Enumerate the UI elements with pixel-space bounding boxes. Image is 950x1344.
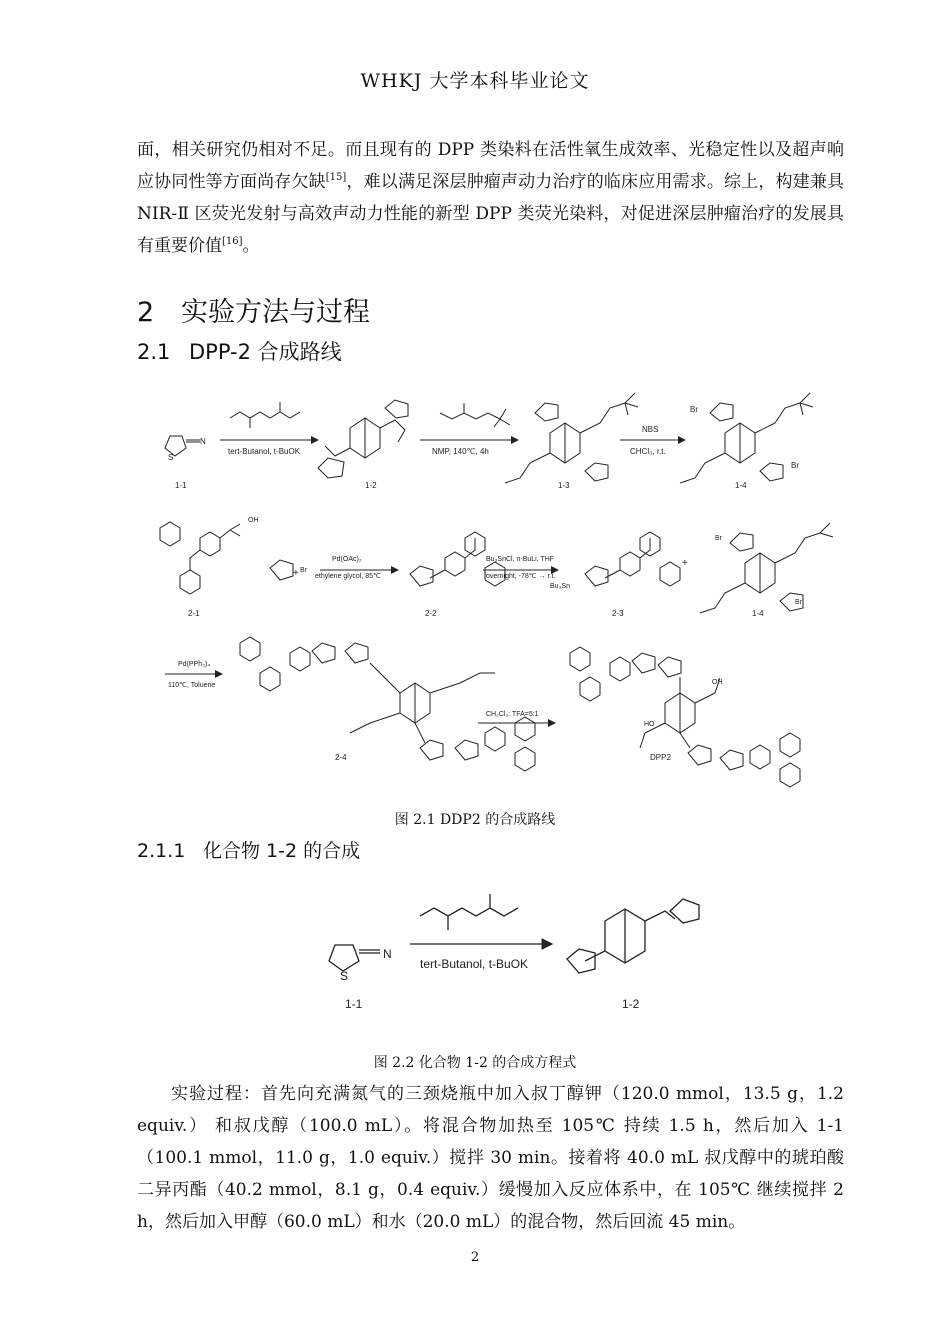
atom-br-1: Br xyxy=(690,405,698,414)
section-heading-2-1-1 xyxy=(137,836,360,863)
label-2-3: 2-3 xyxy=(612,609,624,618)
reagent-1: tert-Butanol, t-BuOK xyxy=(228,447,301,456)
bromothiophene xyxy=(270,560,293,580)
figure-caption-2-2: 图 2.2 化合物 1-2 的合成方程式 xyxy=(373,1055,577,1071)
atom-s-large: S xyxy=(340,969,349,983)
atom-br-4: Br xyxy=(715,535,722,542)
label-1-2-large: 1-2 xyxy=(622,997,640,1011)
section-heading-2-1 xyxy=(137,336,342,366)
atom-n-large: N xyxy=(383,947,392,961)
synthesis-scheme-figure xyxy=(150,388,850,788)
label-2-2: 2-2 xyxy=(425,609,437,618)
procedure-text: 实验过程：首先向充满氮气的三颈烧瓶中加入叔丁醇钾（120.0 mmol，13.5 g，1.2 equiv.） 和叔戊醇（100.0 mL）。将混合物加热至 105℃ 持续 1.5 h，然后加入 1-1（100.1 mmol，11.0 g，1.0 equiv.）搅拌 30 min。接着将 40.0 mL 叔戊醇中的琥珀酸二异丙酯（40.2 mmol，8.1 g，0.4 equiv.）缓慢加入反应体系中，在 105℃ 继续搅拌 2 h，然后加入甲醇（60.0 mL）和水（20.0 mL）的混合物，然后回流 45 min。 xyxy=(137,1084,844,1232)
molecule-DPP2 xyxy=(570,647,800,787)
atom-n: N xyxy=(200,437,206,446)
reagent-3a: NBS xyxy=(642,425,659,434)
section-title: 化合物 1-2 的合成 xyxy=(203,840,361,862)
intro-text-a: 面，相关研究仍相对不足。而且现有的 DPP 类染料在活性氧生成效率、光稳定性以及超声响应协同性等方面尚存欠缺 xyxy=(137,140,844,192)
atom-oh-2: OH xyxy=(712,679,723,686)
label-1-4: 1-4 xyxy=(735,481,747,490)
atom-sn: Bu₃Sn xyxy=(550,583,570,590)
molecule-1-2-large xyxy=(567,899,699,973)
molecule-2-4 xyxy=(240,637,535,771)
label-1-2: 1-2 xyxy=(365,481,377,490)
plus-sign-2: + xyxy=(682,558,688,569)
atom-ho: HO xyxy=(644,721,655,728)
atom-br-5: Br xyxy=(795,599,802,606)
reagent-7: CH₂Cl₂: TFA=5:1 xyxy=(486,711,539,718)
citation-16[interactable]: [16] xyxy=(222,236,243,247)
section-number: 2.1.1 xyxy=(137,840,186,862)
atom-oh: OH xyxy=(248,517,259,524)
section-heading-2 xyxy=(137,290,370,329)
molecule-1-2 xyxy=(318,400,408,478)
label-1-3: 1-3 xyxy=(558,481,570,490)
reaction-1-2-figure xyxy=(310,876,710,1016)
section-number: 2 xyxy=(137,297,155,328)
atom-br-2: Br xyxy=(791,461,799,470)
label-2-4: 2-4 xyxy=(335,753,347,762)
running-header: WHKJ 大学本科毕业论文 xyxy=(360,70,590,92)
reagent-5a: Bu₃SnCl, n-BuLi, THF xyxy=(486,556,555,563)
label-1-4b: 1-4 xyxy=(752,609,764,618)
atom-s: S xyxy=(168,453,174,462)
procedure-paragraph xyxy=(137,1078,844,1238)
atom-br-3: Br xyxy=(300,567,307,574)
succinate-large xyxy=(420,894,518,930)
label-1-1: 1-1 xyxy=(175,481,187,490)
figure-caption-2-1: 图 2.1 DDP2 的合成路线 xyxy=(394,812,556,828)
label-DPP2: DPP2 xyxy=(650,753,671,762)
molecule-1-1-large xyxy=(329,945,380,971)
bromoacetate-reagent xyxy=(440,403,510,427)
reagent-3b: CHCl₃, r.t. xyxy=(630,447,666,456)
reagent-6a: Pd(PPh₃)₄ xyxy=(178,661,211,668)
succinate-reagent xyxy=(230,402,300,428)
reagent-4b: ethylene glycol, 85℃ xyxy=(315,573,381,580)
label-1-1-large: 1-1 xyxy=(345,997,363,1011)
reagent-2: NMP, 140℃, 4h xyxy=(432,447,489,456)
molecule-2-1 xyxy=(160,522,240,594)
reagent-4a: Pd(OAc)₂ xyxy=(332,556,362,563)
molecule-2-3 xyxy=(585,532,680,586)
section-title: 实验方法与过程 xyxy=(181,297,370,328)
molecule-1-3 xyxy=(505,393,638,483)
citation-15[interactable]: [15] xyxy=(325,172,347,183)
section-title: DPP-2 合成路线 xyxy=(189,340,342,364)
reagent-6b: 110℃, Toluene xyxy=(168,682,216,689)
intro-text-b: ，难以满足深层肿瘤声动力治疗的临床应用需求。综上，构建兼具 NIR-Ⅱ 区荧光发射与高效声动力性能的新型 DPP 类荧光染料，对促进深层肿瘤治疗的发展具有重要价值 xyxy=(137,172,845,256)
page-number: 2 xyxy=(470,1250,480,1265)
section-number: 2.1 xyxy=(137,340,171,364)
plus-sign-1: + xyxy=(293,568,299,579)
intro-text-c: 。 xyxy=(242,236,260,256)
reagent-large: tert-Butanol, t-BuOK xyxy=(420,957,529,971)
reagent-5b: overnight, -78℃ → r.t. xyxy=(486,573,556,580)
label-2-1: 2-1 xyxy=(188,609,200,618)
intro-paragraph xyxy=(137,134,844,262)
